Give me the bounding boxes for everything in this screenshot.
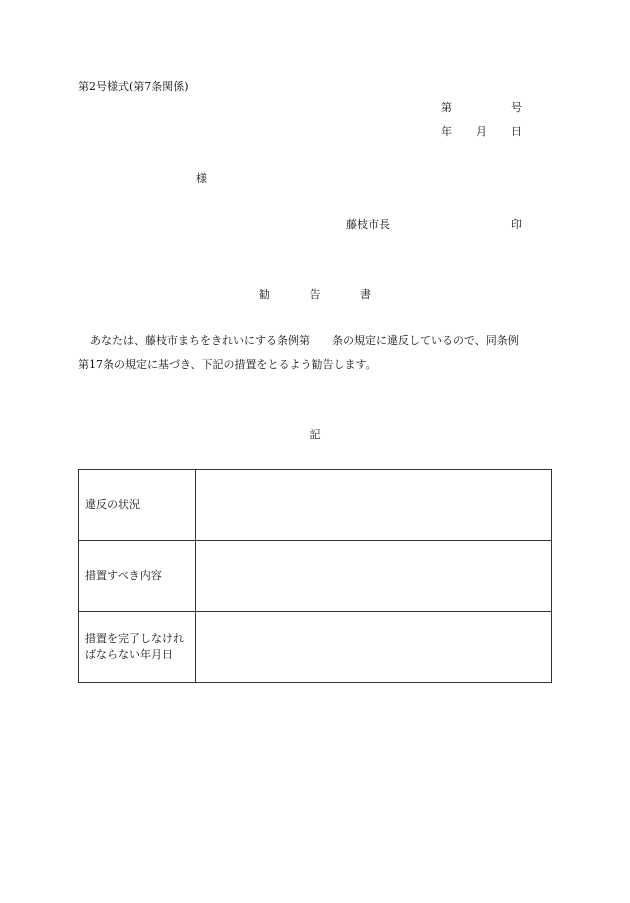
body-paragraph-line-2: 第17条の規定に基づき、下記の措置をとるよう勧告します。 (78, 358, 377, 371)
body-line-1-part-1: あなたは、藤枝市まちをきれいにする条例第 (90, 334, 310, 347)
ki-heading: 記 (309, 428, 321, 441)
date-year-label: 年 (441, 125, 452, 138)
body-paragraph-line-1 (90, 334, 519, 348)
row-value-required-measures (196, 541, 552, 612)
document-number-prefix: 第 (441, 101, 452, 114)
table-row (79, 541, 552, 612)
seal-mark: 印 (511, 218, 522, 231)
title-char-1: 勧 (259, 288, 270, 301)
document-number-suffix: 号 (511, 101, 522, 114)
issuer-name: 藤枝市長 (346, 218, 390, 231)
table-row (79, 612, 552, 683)
date-month-label: 月 (476, 125, 487, 138)
row-label-completion-deadline: 措置を完了しなければならない年月日 (79, 612, 196, 683)
detail-table (78, 469, 552, 683)
title-char-2: 告 (309, 288, 321, 301)
row-value-completion-deadline (196, 612, 552, 683)
row-label-violation-status: 違反の状況 (79, 470, 196, 541)
table-row (79, 470, 552, 541)
body-line-1-part-2: 条の規定に違反しているので、同条例 (332, 334, 519, 347)
row-value-violation-status (196, 470, 552, 541)
form-label: 第2号様式(第7条関係) (78, 80, 189, 93)
date-day-label: 日 (511, 125, 522, 138)
title-char-3: 書 (360, 288, 371, 301)
addressee-honorific: 様 (196, 172, 207, 185)
row-label-required-measures: 措置すべき内容 (79, 541, 196, 612)
document-title (0, 288, 630, 302)
